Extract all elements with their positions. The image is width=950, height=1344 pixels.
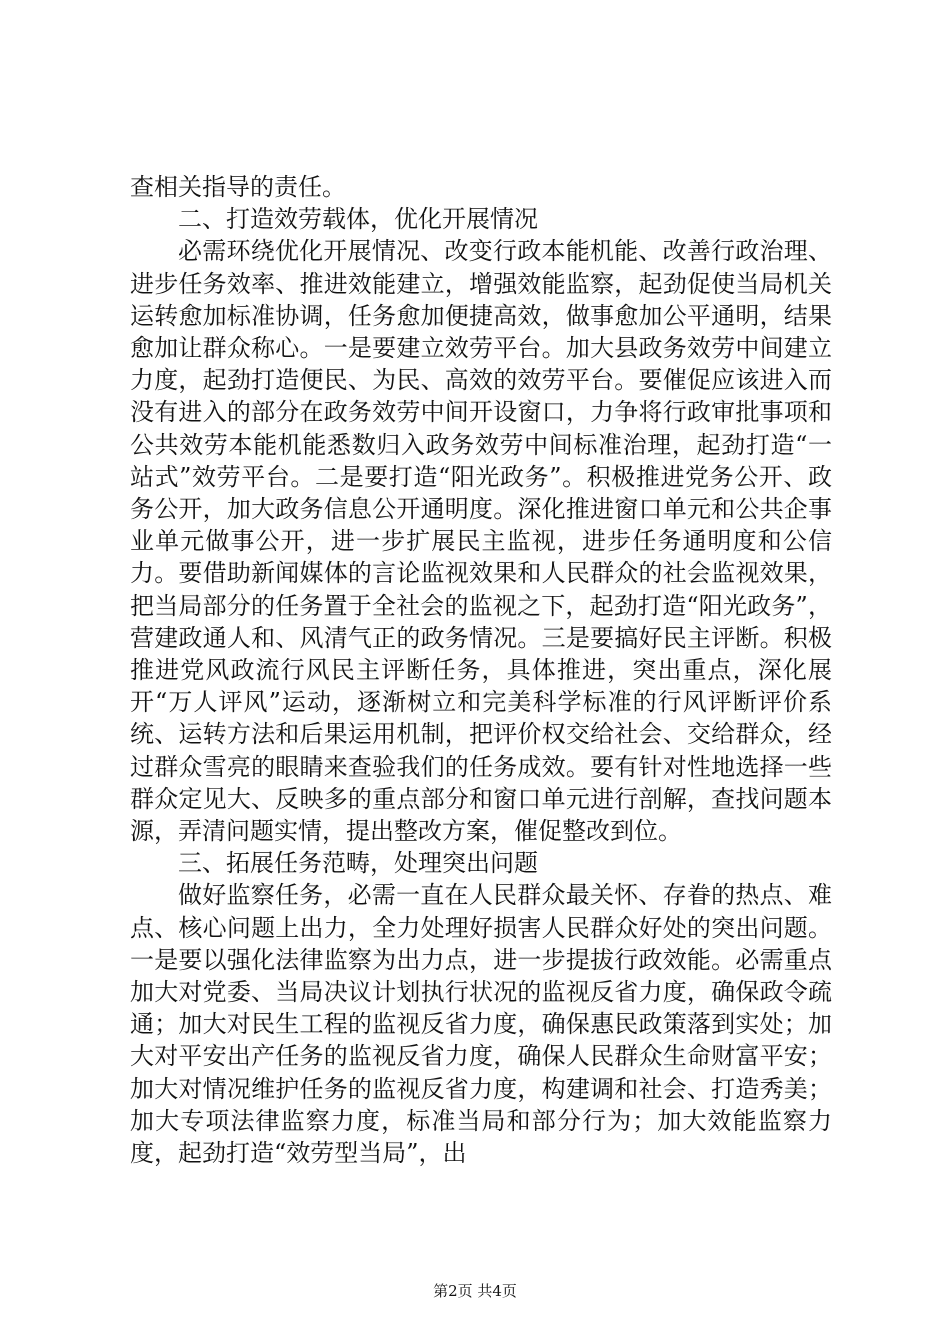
paragraph-section-3: 做好监察任务，必需一直在人民群众最关怀、存眷的热点、难点、核心问题上出力，全力处理好损害人民群众好处的突出问题。一是要以强化法律监察为出力点，进一步提拔行政效能。必需重点加大对党委、当局决议计划执行状况的监视反省力度，确保政令疏通；加大对民生工程的监视反省力度，确保惠民政策落到实处；加大对平安出产任务的监视反省力度，确保人民群众生命财富平安；加大对情况维护任务的监视反省力度，构建调和社会、打造秀美；加大专项法律监察力度，标准当局和部分行为；加大效能监察力度，起劲打造“效劳型当局”，出 [130,881,832,1168]
section-heading-2: 二、打造效劳载体，优化开展情况 [178,205,538,234]
page-number-footer: 第2页 共4页 [433,1282,517,1300]
document-body [130,171,832,1169]
paragraph-section-2: 必需环绕优化开展情况、改变行政本能机能、改善行政治理、进步任务效率、推进效能建立，增强效能监察，起劲促使当局机关运转愈加标准协调，任务愈加便捷高效，做事愈加公平通明，结果愈加让群众称心。一是要建立效劳平台。加大县政务效劳中间建立力度，起劲打造便民、为民、高效的效劳平台。要催促应该进入而没有进入的部分在政务效劳中间开设窗口，力争将行政审批事项和公共效劳本能机能悉数归入政务效劳中间标准治理，起劲打造“一站式”效劳平台。二是要打造“阳光政务”。积极推进党务公开、政务公开，加大政务信息公开通明度。深化推进窗口单元和公共企事业单元做事公开，进一步扩展民主监视，进步任务通明度和公信力。要借助新闻媒体的言论监视效果和人民群众的社会监视效果，把当局部分的任务置于全社会的监视之下，起劲打造“阳光政务”，营建政通人和、风清气正的政务情况。三是要搞好民主评断。积极推进党风政流行风民主评断任务，具体推进，突出重点，深化展开“万人评风”运动，逐渐树立和完美科学标准的行风评断评价系统、运转方法和后果运用机制，把评价权交给社会、交给群众，经过群众雪亮的眼睛来查验我们的任务成效。要有针对性地选择一些群众定见大、反映多的重点部分和窗口单元进行剖解，查找问题本源，弄清问题实情，提出整改方案，催促整改到位。 [130,237,832,846]
paragraph-continuation: 查相关指导的责任。 [130,173,346,201]
section-heading-3: 三、拓展任务范畴，处理突出问题 [178,849,538,878]
